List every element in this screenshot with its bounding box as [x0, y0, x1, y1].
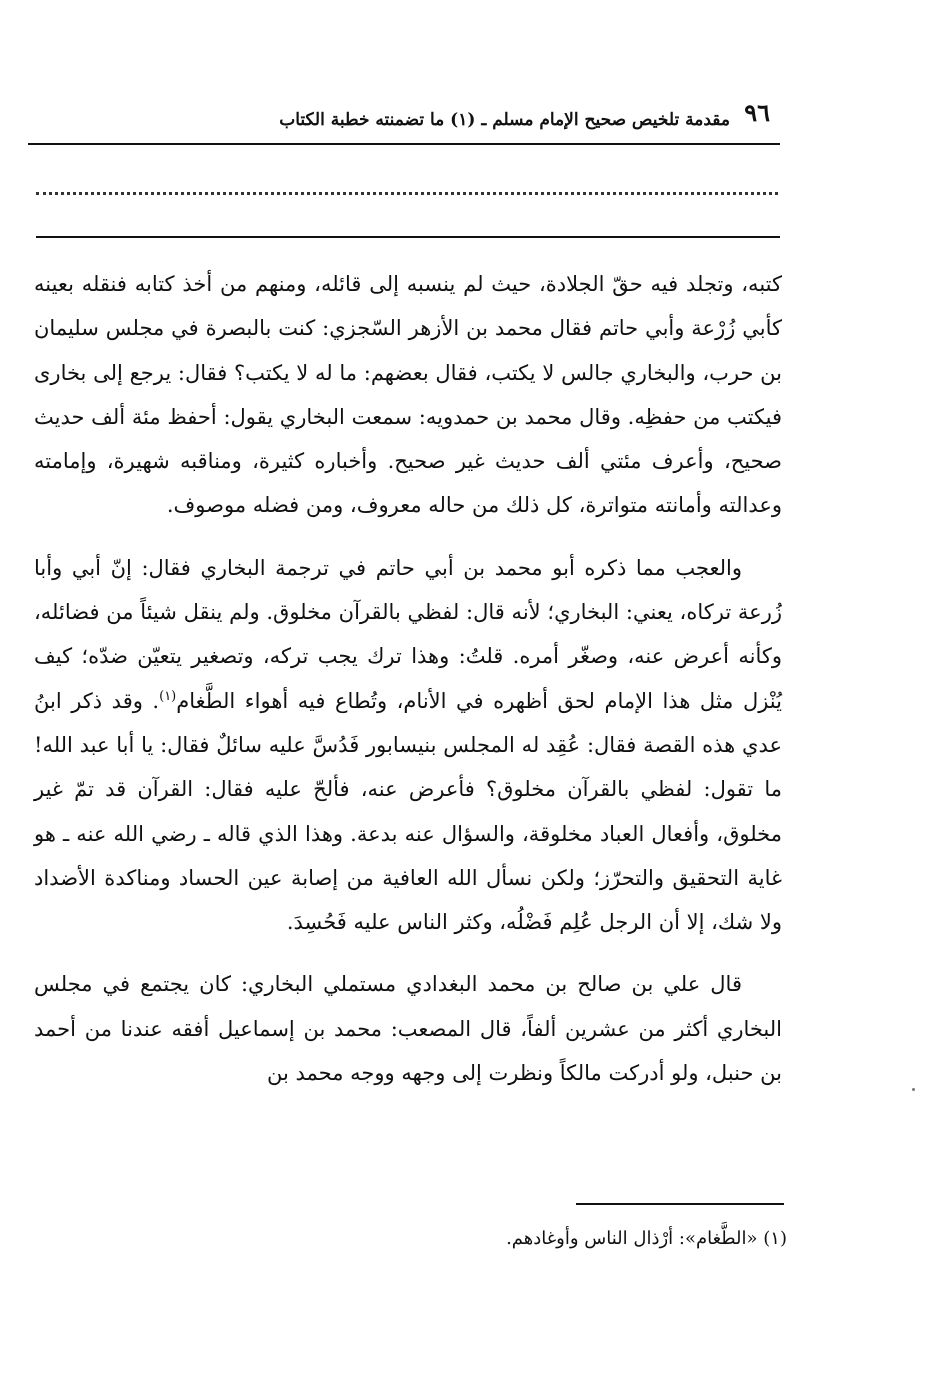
separator-rule [36, 236, 780, 238]
paragraph-2-part-2: . وقد ذكر ابنُ عدي هذه القصة فقال: عُقِد له المجلس بنيسابور فَدُسَّ عليه سائلٌ فقال: يا أبا عبد الله! ما تقول: لفظي بالقرآن مخلوق؟ فأعرض عنه، فألحّ عليه فقال: القرآن قد تمّ غير مخلوق، وأفعال العباد مخلوقة، والسؤال عنه بدعة. وهذا الذي قاله ـ رضي الله عنه ـ هو غاية التحقيق والتحرّز؛ ولكن نسأل الله العافية من إصابة عين الحساد ومناكدة الأضداد ولا شك، إلا أن الرجل عُلِم فَضْلُه، وكثر الناس عليه فَحُسِدَ. [34, 688, 782, 935]
body-text [34, 262, 782, 1113]
footnote-reference: (١) [159, 688, 177, 704]
paragraph-2-part-1: والعجب مما ذكره أبو محمد بن أبي حاتم في ترجمة البخاري فقال: إنّ أبي وأبا زُرعة تركاه، يعني: البخاري؛ لأنه قال: لفظي بالقرآن مخلوق. ولم ينقل شيئاً من فضائله، وكأنه أعرض عنه، وصغّر أمره. قلتُ: وهذا ترك يجب تركه، وتصغير يتعيّن ضدّه؛ كيف يُنْزل مثل هذا الإمام لحق أظهره في الأنام، وتُطاع فيه أهواء الطَّغام [34, 555, 782, 713]
page-header [175, 98, 770, 138]
scan-speck [912, 1088, 915, 1091]
footnote-rule [576, 1203, 784, 1205]
omission-dots [36, 192, 778, 195]
running-title: مقدمة تلخيص صحيح الإمام مسلم ـ (١) ما تضمنته خطبة الكتاب [279, 110, 730, 130]
paragraph-2 [34, 546, 782, 945]
paragraph-3: قال علي بن صالح بن محمد البغدادي مستملي البخاري: كان يجتمع في مجلس البخاري أكثر من عشرين ألفاً، قال المصعب: محمد بن إسماعيل أفقه عندنا من أحمد بن حنبل، ولو أدركت مالكاً ونظرت إلى وجهه ووجه محمد بن [34, 972, 782, 1086]
paragraph-1: كتبه، وتجلد فيه حقّ الجلادة، حيث لم ينسبه إلى قائله، ومنهم من أخذ كتابه فنقله بعينه كأبي زُرْعة وأبي حاتم فقال محمد بن الأزهر السّجزي: كنت بالبصرة في مجلس سليمان بن حرب، والبخاري جالس لا يكتب، فقال بعضهم: ما له لا يكتب؟ فقال: يرجع إلى بخارى فيكتب من حفظِه. وقال محمد بن حمدويه: سمعت البخاري يقول: أحفظ مئة ألف حديث صحيح، وأعرف مئتي ألف حديث غير صحيح. وأخباره كثيرة، ومناقبه شهيرة، وإمامته وعدالته وأمانته متواترة، كل ذلك من حاله معروف، ومن فضله موصوف. [34, 272, 782, 518]
page-number: ٩٦ [744, 98, 770, 127]
footnote: (١) «الطَّغام»: أرْذال الناس وأوغادهم. [506, 1228, 787, 1249]
header-rule [28, 143, 780, 145]
